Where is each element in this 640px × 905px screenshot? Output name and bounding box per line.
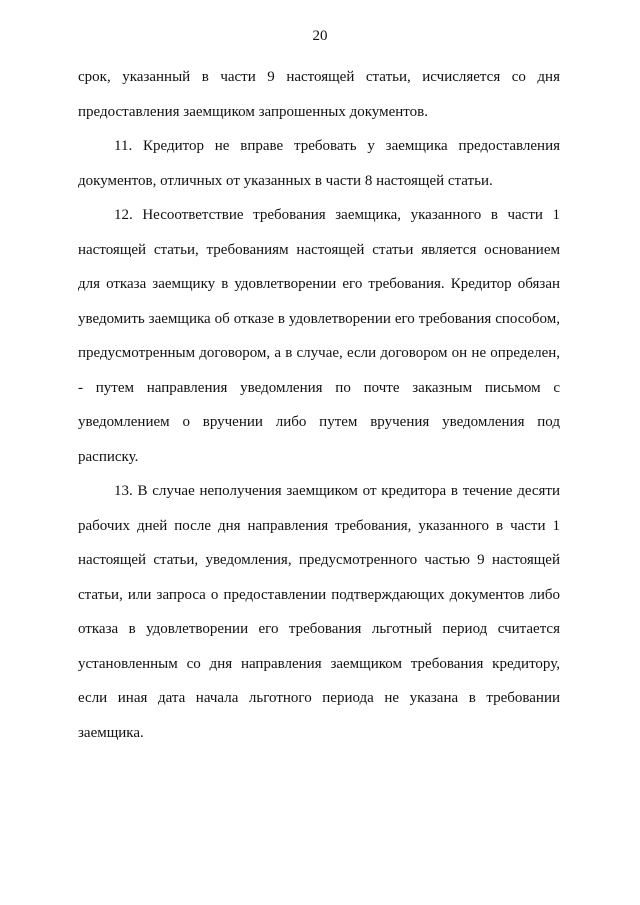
paragraph-13: 13. В случае неполучения заемщиком от кредитора в течение десяти рабочих дней после дня направления требования, указанного в части 1 настоящей статьи, уведомления, предусмотренного частью 9 настоящей статьи, или запроса о предоставлении подтверждающих документов либо отказа в удовлетворении его требования льготный период считается установленным со дня направления заемщиком требования кредитору, если иная дата начала льготного периода не указана в требовании заемщика. bbox=[78, 483, 560, 741]
paragraph-11: 11. Кредитор не вправе требовать у заемщика предоставления документов, отличных от указанных в части 8 настоящей статьи. bbox=[78, 138, 560, 189]
page-number: 20 bbox=[312, 28, 328, 44]
document-body bbox=[78, 60, 560, 750]
paragraph-continuation: срок, указанный в части 9 настоящей статьи, исчисляется со дня предоставления заемщиком запрошенных документов. bbox=[78, 69, 560, 120]
paragraph-12: 12. Несоответствие требования заемщика, указанного в части 1 настоящей статьи, требованиям настоящей статьи является основанием для отказа заемщику в удовлетворении его требования. Кредитор обязан уведомить заемщика об отказе в удовлетворении его требования способом, предусмотренным договором, а в случае, если договором он не определен, - путем направления уведомления по почте заказным письмом с уведомлением о вручении либо путем вручения уведомления под расписку. bbox=[78, 207, 560, 465]
